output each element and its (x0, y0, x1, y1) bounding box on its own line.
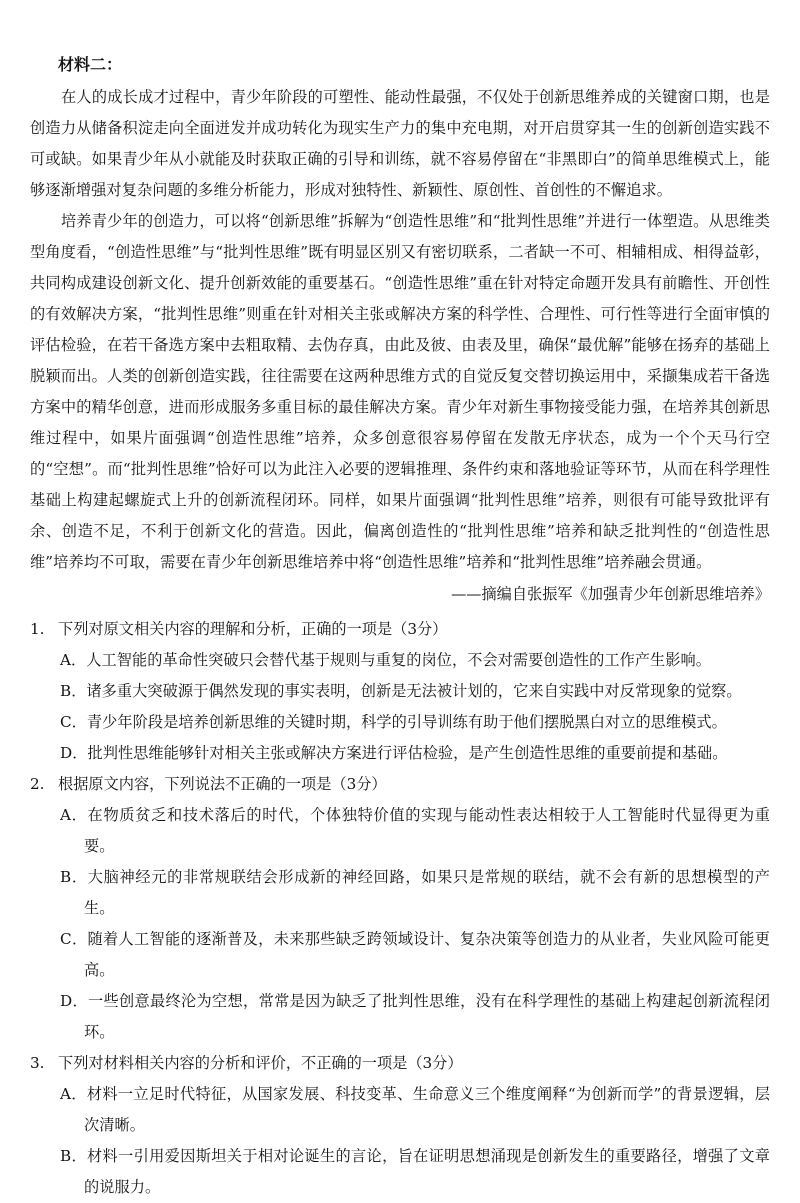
question-stem: 根据原文内容，下列说法不正确的一项是（3分） (58, 775, 387, 793)
question-2 (30, 769, 770, 1048)
option-c: C．青少年阶段是培养创新思维的关键时期，科学的引导训练有助于他们摆脱黑白对立的思维模式。 (60, 713, 727, 731)
option-a: A．在物质贫乏和技术落后的时代，个体独特价值的实现与能动性表达相较于人工智能时代显得更为重要。 (60, 806, 770, 855)
paragraph-1: 在人的成长成才过程中，青少年阶段的可塑性、能动性最强，不仅处于创新思维养成的关键窗口期，也是创造力从储备积淀走向全面迸发并成功转化为现实生产力的集中充电期，对开启贯穿其一生的创新创造实践不可或缺。如果青少年从小就能及时获取正确的引导和训练，就不容易停留在“非黑即白”的简单思维模式上，能够逐渐增强对复杂问题的多维分析能力，形成对独特性、新颖性、原创性、首创性的不懈追求。 (30, 88, 770, 199)
option-b: B．材料一引用爱因斯坦关于相对论诞生的言论，旨在证明思想涌现是创新发生的重要路径，增强了文章的说服力。 (60, 1147, 770, 1196)
question-1 (30, 614, 770, 769)
option-a: A．人工智能的革命性突破只会替代基于规则与重复的岗位，不会对需要创造性的工作产生影响。 (60, 651, 711, 669)
option-b: B．诸多重大突破源于偶然发现的事实表明，创新是无法被计划的，它来自实践中对反常现象的觉察。 (60, 682, 742, 700)
attribution: ——摘编自张振军《加强青少年创新思维培养》 (451, 585, 770, 603)
question-stem: 下列对原文相关内容的理解和分析，正确的一项是（3分） (58, 620, 448, 638)
option-a: A．材料一立足时代特征，从国家发展、科技变革、生命意义三个维度阐释“为创新而学”的背景逻辑，层次清晰。 (60, 1085, 770, 1134)
material-heading: 材料二： (58, 55, 123, 74)
option-d: D．一些创意最终沦为空想，常常是因为缺乏了批判性思维，没有在科学理性的基础上构建起创新流程闭环。 (60, 992, 770, 1041)
paragraph-2: 培养青少年的创造力，可以将“创新思维”拆解为“创造性思维”和“批判性思维”并进行一体塑造。从思维类型角度看，“创造性思维”与“批判性思维”既有明显区别又有密切联系，二者缺一不可、相辅相成、相得益彰，共同构成建设创新文化、提升创新效能的重要基石。“创造性思维”重在针对特定命题开发具有前瞻性、开创性的有效解决方案，“批判性思维”则重在针对相关主张或解决方案的科学性、合理性、可行性等进行全面审慎的评估检验，在若干备选方案中去粗取精、去伪存真，由此及彼、由表及里，确保“最优解”能够在扬弃的基础上脱颖而出。人类的创新创造实践，往往需要在这两种思维方式的自觉反复交替切换运用中，采撷集成若干备选方案中的精华创意，进而形成服务多重目标的最佳解决方案。青少年对新生事物接受能力强，在培养其创新思维过程中，如果片面强调“创造性思维”培养，众多创意很容易停留在发散无序状态，成为一个个天马行空的“空想”。而“批判性思维”恰好可以为此注入必要的逻辑推理、条件约束和落地验证等环节，从而在科学理性基础上构建起螺旋式上升的创新流程闭环。同样，如果片面强调“批判性思维”培养，则很有可能导致批评有余、创造不足，不利于创新文化的营造。因此，偏离创造性的“批判性思维”培养和缺乏批判性的“创造性思维”培养均不可取，需要在青少年创新思维培养中将“创造性思维”培养和“批判性思维”培养融会贯通。 (30, 212, 770, 571)
option-b: B．大脑神经元的非常规联结会形成新的神经回路，如果只是常规的联结，就不会有新的思想模型的产生。 (60, 868, 770, 917)
question-3 (30, 1048, 770, 1203)
question-number: 2. (30, 775, 45, 793)
question-stem: 下列对材料相关内容的分析和评价，不正确的一项是（3分） (58, 1054, 463, 1072)
question-number: 3. (30, 1054, 45, 1072)
option-c: C．随着人工智能的逐渐普及，未来那些缺乏跨领域设计、复杂决策等创造力的从业者，失业风险可能更高。 (60, 930, 770, 979)
question-number: 1. (30, 620, 45, 638)
option-d: D．批判性思维能够针对相关主张或解决方案进行评估检验，是产生创造性思维的重要前提和基础。 (60, 744, 728, 762)
